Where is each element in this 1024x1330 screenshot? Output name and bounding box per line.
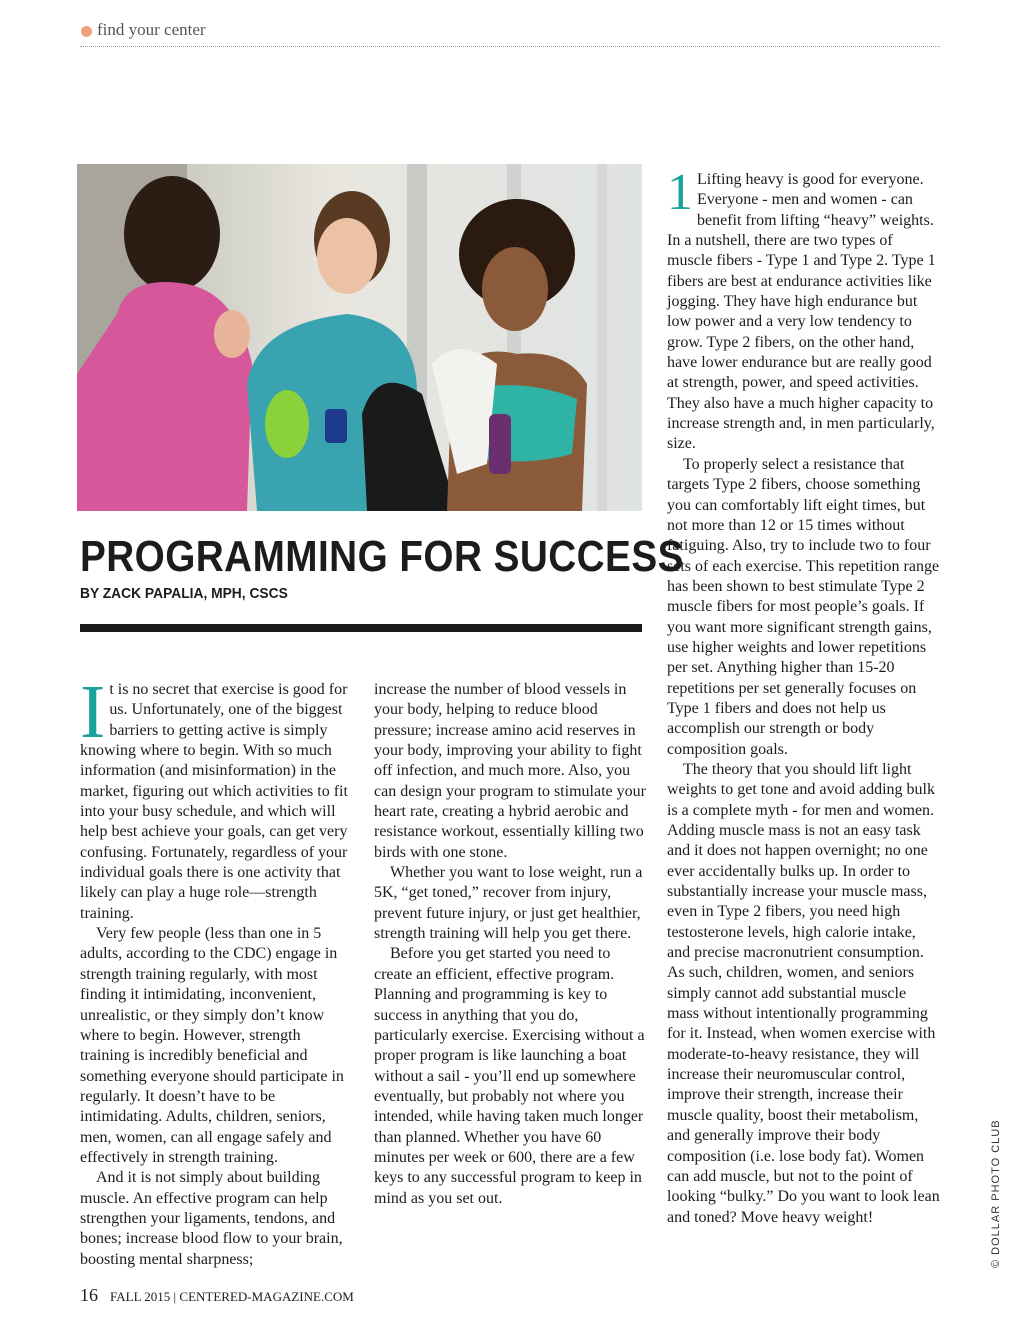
column-1 bbox=[80, 670, 352, 1270]
paragraph: The theory that you should lift light weights to get tone and avoid adding bulk is a complete myth - for men and women. Adding muscle mass is not an easy task and it does not happen overnight; no one ever accidentally bulks up. In order to substantially increase your muscle mass, even in Type 2 fibers, you need high testosterone levels, high calorie intake, and precise macronutrient consumption. As such, children, women, and seniors simply cannot add substantial muscle mass without intentionally programming for it. Instead, when women exercise with moderate-to-heavy resistance, they will increase their neuromuscular control, improve their strength, increase their muscle quality, boost their metabolism, and generally improve their body composition (i.e. lose body fat). Women can add muscle, but not to the point of looking “bulky.” Do you want to look lean and toned? Move heavy weight! bbox=[667, 760, 940, 1226]
paragraph: To properly select a resistance that targets Type 2 fibers, choose something you can comfortably lift eight times, but not more than 12 or 15 times without fatiguing. Also, try to include two to four sets of each exercise. This repetition range has been shown to best stimulate Type 2 muscle fibers for most people’s goals. If you want more significant strength gains, use higher weights and lower repetitions per set. Anything higher than 15-20 repetitions per set generally focuses on Type 1 fibers and does not help us accomplish our strength or body composition goals. bbox=[667, 455, 940, 758]
issue-info: FALL 2015 | CENTERED-MAGAZINE.COM bbox=[110, 1289, 354, 1304]
page-footer bbox=[80, 1285, 354, 1306]
title-divider bbox=[80, 624, 642, 632]
paragraph bbox=[667, 164, 942, 455]
article-photo bbox=[77, 164, 642, 511]
photo-credit: © DOLLAR PHOTO CLUB bbox=[990, 1119, 1002, 1268]
column-3 bbox=[667, 164, 942, 1228]
article-byline: BY ZACK PAPALIA, MPH, CSCS bbox=[80, 585, 288, 602]
paragraph bbox=[80, 670, 352, 924]
section-label: find your center bbox=[97, 20, 206, 39]
column-2 bbox=[374, 680, 646, 1209]
paragraph: Whether you want to lose weight, run a 5K, “get toned,” recover from injury, prevent future injury, or just get healthier, strength training will help you get there. bbox=[374, 864, 643, 943]
article-title: PROGRAMMING FOR SUCCESS bbox=[80, 532, 684, 581]
running-header bbox=[80, 20, 940, 47]
paragraph-text: t is no secret that exercise is good for us. Unfortunately, one of the biggest barriers to getting active is simply knowing where to begin. With so much information (and misinformation) in the market, figuring out which activities to fit into your busy schedule, and which will help best achieve your goals, can get very confusing. Fortunately, regardless of your individual goals there is one activity that likely can play a huge role—strength training. bbox=[80, 681, 348, 922]
paragraph-text: Lifting heavy is good for everyone. Everyone - men and women - can benefit from lifting “heavy” weights. In a nutshell, there are two types of muscle fibers - Type 1 and Type 2. Type 1 fibers are best at endurance activities like jogging. They have high endurance but low power and a very low tendency to grow. Type 2 fibers, on the other hand, have lower endurance but are really good at strength, power, and speed activities. They also have a much higher capacity to increase strength and, in men particularly, size. bbox=[667, 171, 936, 453]
paragraph: And it is not simply about building muscle. An effective program can help strengthen your ligaments, tendons, and bones; increase blood flow to your brain, boosting mental sharpness; bbox=[80, 1169, 343, 1268]
section-dot-icon bbox=[81, 26, 92, 37]
paragraph: increase the number of blood vessels in your body, helping to reduce blood pressure; increase amino acid reserves in your body, improving your ability to fight off infection, and much more. Also, you can design your program to stimulate your heart rate, creating a hybrid aerobic and resistance workout, essentially killing two birds with one stone. bbox=[374, 681, 646, 861]
tip-number: 1 bbox=[667, 164, 693, 221]
paragraph: Very few people (less than one in 5 adults, according to the CDC) engage in strength training regularly, with most finding it intimidating, inconvenient, unrealistic, or they simply don’t know where to begin. However, strength training is incredibly beneficial and something everyone should participate in regularly. It doesn’t have to be intimidating. Adults, children, seniors, men, women, can all engage safely and effectively in strength training. bbox=[80, 925, 344, 1166]
drop-cap: I bbox=[80, 670, 106, 754]
paragraph: Before you get started you need to create an efficient, effective program. Planning and programming is key to success in anything that you do, particularly exercise. Exercising without a proper program is like launching a boat without a sail - you’ll end up somewhere eventually, but probably not where you intended, while having taken much longer than planned. Whether you have 60 minutes per week or 600, there are a few keys to any successful program to keep in mind as you set out. bbox=[374, 945, 645, 1207]
page-number: 16 bbox=[80, 1285, 98, 1305]
photo-three-women-gym bbox=[77, 164, 642, 511]
